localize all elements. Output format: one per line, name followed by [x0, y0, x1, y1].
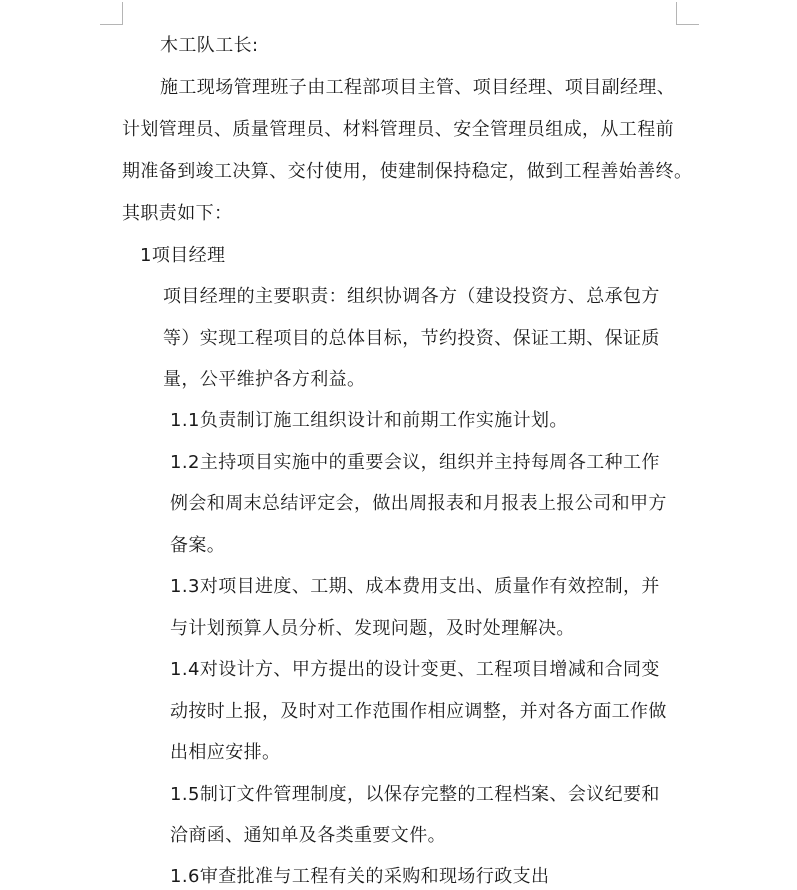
text-line: 量，公平维护各方利益。 — [163, 369, 366, 390]
text-line: 与计划预算人员分析、发现问题，及时处理解决。 — [170, 618, 575, 639]
text-line: 例会和周末总结评定会，做出周报表和月报表上报公司和甲方 — [170, 493, 667, 514]
text-line: 期准备到竣工决算、交付使用，使建制保持稳定，做到工程善始善终。 — [122, 161, 693, 182]
text-line: 项目经理的主要职责：组织协调各方（建设投资方、总承包方 — [163, 286, 660, 307]
text-line: 洽商函、通知单及各类重要文件。 — [170, 825, 446, 846]
text-line: 其职责如下： — [122, 203, 233, 224]
text-line: 1.6审查批准与工程有关的采购和现场行政支出 — [170, 866, 550, 887]
page-corner-mark-left — [100, 2, 123, 25]
page-corner-mark-right — [676, 2, 699, 25]
text-line: 1.4对设计方、甲方提出的设计变更、工程项目增减和合同变 — [170, 659, 660, 680]
text-line: 木工队工长: — [160, 35, 259, 56]
text-line: 施工现场管理班子由工程部项目主管、项目经理、项目副经理、 — [160, 77, 676, 98]
text-line: 动按时上报，及时对工作范围作相应调整，并对各方面工作做 — [170, 701, 667, 722]
text-line: 1.1负责制订施工组织设计和前期工作实施计划。 — [170, 410, 568, 431]
text-line: 出相应安排。 — [170, 742, 281, 763]
section-heading: 1项目经理 — [140, 245, 226, 266]
text-line: 1.2主持项目实施中的重要会议，组织并主持每周各工种工作 — [170, 452, 660, 473]
text-line: 备案。 — [170, 535, 226, 556]
text-line: 1.5制订文件管理制度，以保存完整的工程档案、会议纪要和 — [170, 784, 660, 805]
text-line: 计划管理员、质量管理员、材料管理员、安全管理员组成，从工程前 — [122, 119, 674, 140]
text-line: 等）实现工程项目的总体目标，节约投资、保证工期、保证质 — [163, 328, 660, 349]
text-line: 1.3对项目进度、工期、成本费用支出、质量作有效控制，并 — [170, 576, 660, 597]
